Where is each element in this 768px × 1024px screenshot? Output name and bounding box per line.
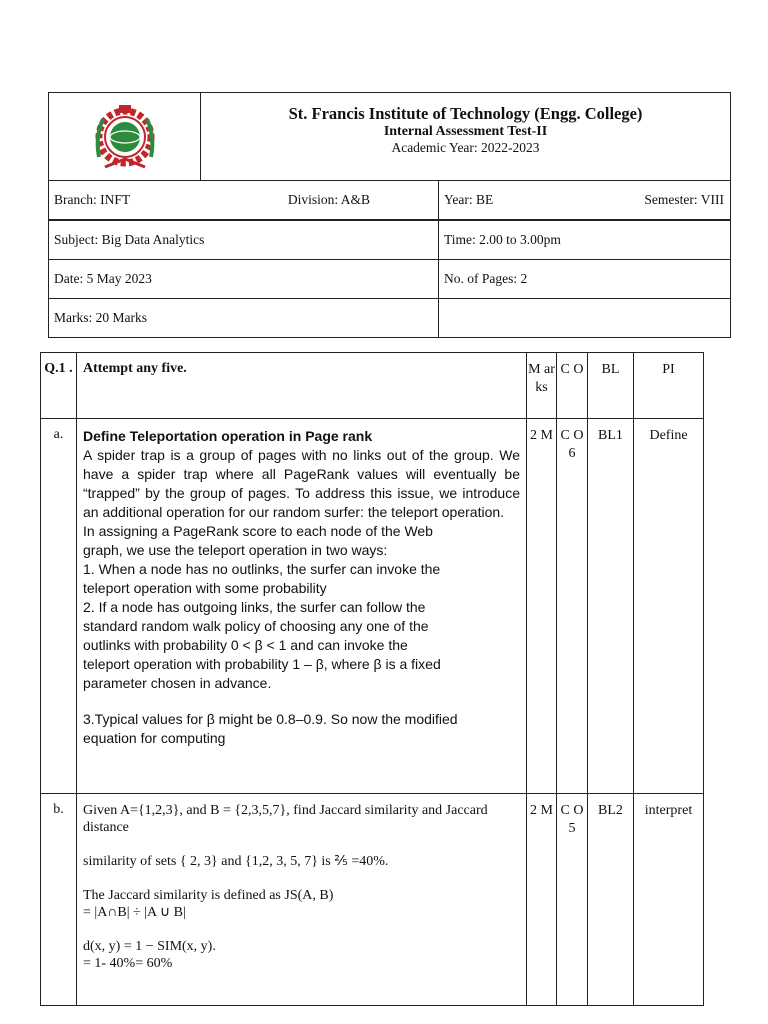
answer-line: The Jaccard similarity is defined as JS(A, B) — [83, 888, 334, 903]
bl-value: BL1 — [588, 419, 634, 794]
time: Time: 2.00 to 3.00pm — [444, 232, 561, 247]
question-row-b — [41, 794, 704, 1006]
institute-name: St. Francis Institute of Technology (Engg. College) — [288, 104, 643, 123]
answer-line: 2. If a node has outgoing links, the surfer can follow the — [83, 599, 426, 615]
date-row — [49, 260, 730, 299]
marks-row — [49, 299, 730, 337]
answer-line: equation for computing — [83, 730, 226, 746]
bl-header: BL — [588, 353, 634, 419]
answer-line: 3.Typical values for β might be 0.8–0.9. So now the modified — [83, 711, 458, 727]
pi-value: Define — [634, 419, 704, 794]
row-label: b. — [41, 794, 77, 1006]
bl-value: BL2 — [588, 794, 634, 1006]
marks-header: M ar ks — [527, 353, 557, 419]
test-name: Internal Assessment Test-II — [383, 123, 548, 139]
answer-line: similarity of sets { 2, 3} and {1,2, 3, 5, 7} is ⅖ =40%. — [83, 854, 389, 869]
question-table — [40, 352, 704, 1006]
answer-line: parameter chosen in advance. — [83, 675, 272, 691]
co-value: C O 6 — [557, 419, 588, 794]
answer-paragraph: A spider trap is a group of pages with no links out of the group. We have a spider trap where all PageRank values will eventually be “trapped” by the group of pages. To address this issue, we introduce an additional operation for our random surfer: the teleport operation. — [83, 447, 520, 520]
answer-line: standard random walk policy of choosing any one of the — [83, 618, 429, 634]
year: Year: BE — [444, 192, 494, 207]
header-table — [48, 92, 731, 338]
answer-line: In assigning a PageRank score to each node of the Web — [83, 523, 433, 539]
branch: Branch: INFT — [54, 192, 131, 207]
answer-line: teleport operation with probability 1 – β, where β is a fixed — [83, 656, 441, 672]
answer-line: 1. When a node has no outlinks, the surfer can invoke the — [83, 561, 441, 577]
subject-row — [49, 221, 730, 260]
pi-value: interpret — [634, 794, 704, 1006]
division: Division: A&B — [287, 192, 370, 207]
answer-title: Define Teleportation operation in Page rank — [83, 428, 373, 444]
answer-line: teleport operation with some probability — [83, 580, 327, 596]
question-text: Given A={1,2,3}, and B = {2,3,5,7}, find Jaccard similarity and Jaccard distance — [83, 803, 488, 835]
branch-row — [49, 181, 730, 221]
logo-cell — [49, 93, 201, 180]
co-value: C O 5 — [557, 794, 588, 1006]
subject: Subject: Big Data Analytics — [54, 232, 205, 247]
title-cell — [201, 93, 730, 180]
date: Date: 5 May 2023 — [54, 271, 152, 286]
question-number: Q.1 . — [41, 353, 77, 419]
answer-line: d(x, y) = 1 − SIM(x, y). — [83, 939, 216, 954]
header-top-row — [49, 93, 730, 181]
pages: No. of Pages: 2 — [444, 271, 528, 286]
instruction: Attempt any five. — [77, 353, 527, 419]
marks-value: 2 M — [527, 794, 557, 1006]
question-header-row — [41, 353, 704, 419]
semester: Semester: VIII — [644, 192, 724, 207]
question-row-a — [41, 419, 704, 794]
pi-header: PI — [634, 353, 704, 419]
college-logo — [89, 101, 161, 173]
answer-a — [77, 419, 527, 794]
answer-line: graph, we use the teleport operation in two ways: — [83, 542, 388, 558]
academic-year: Academic Year: 2022-2023 — [391, 140, 540, 156]
answer-line: = 1- 40%= 60% — [83, 956, 173, 971]
answer-line: outlinks with probability 0 < β < 1 and can invoke the — [83, 637, 408, 653]
marks: Marks: 20 Marks — [54, 310, 147, 325]
co-header: C O — [557, 353, 588, 419]
row-label: a. — [41, 419, 77, 794]
answer-line: = |A∩B| ÷ |A ∪ B| — [83, 905, 186, 920]
answer-b — [77, 794, 527, 1006]
marks-value: 2 M — [527, 419, 557, 794]
